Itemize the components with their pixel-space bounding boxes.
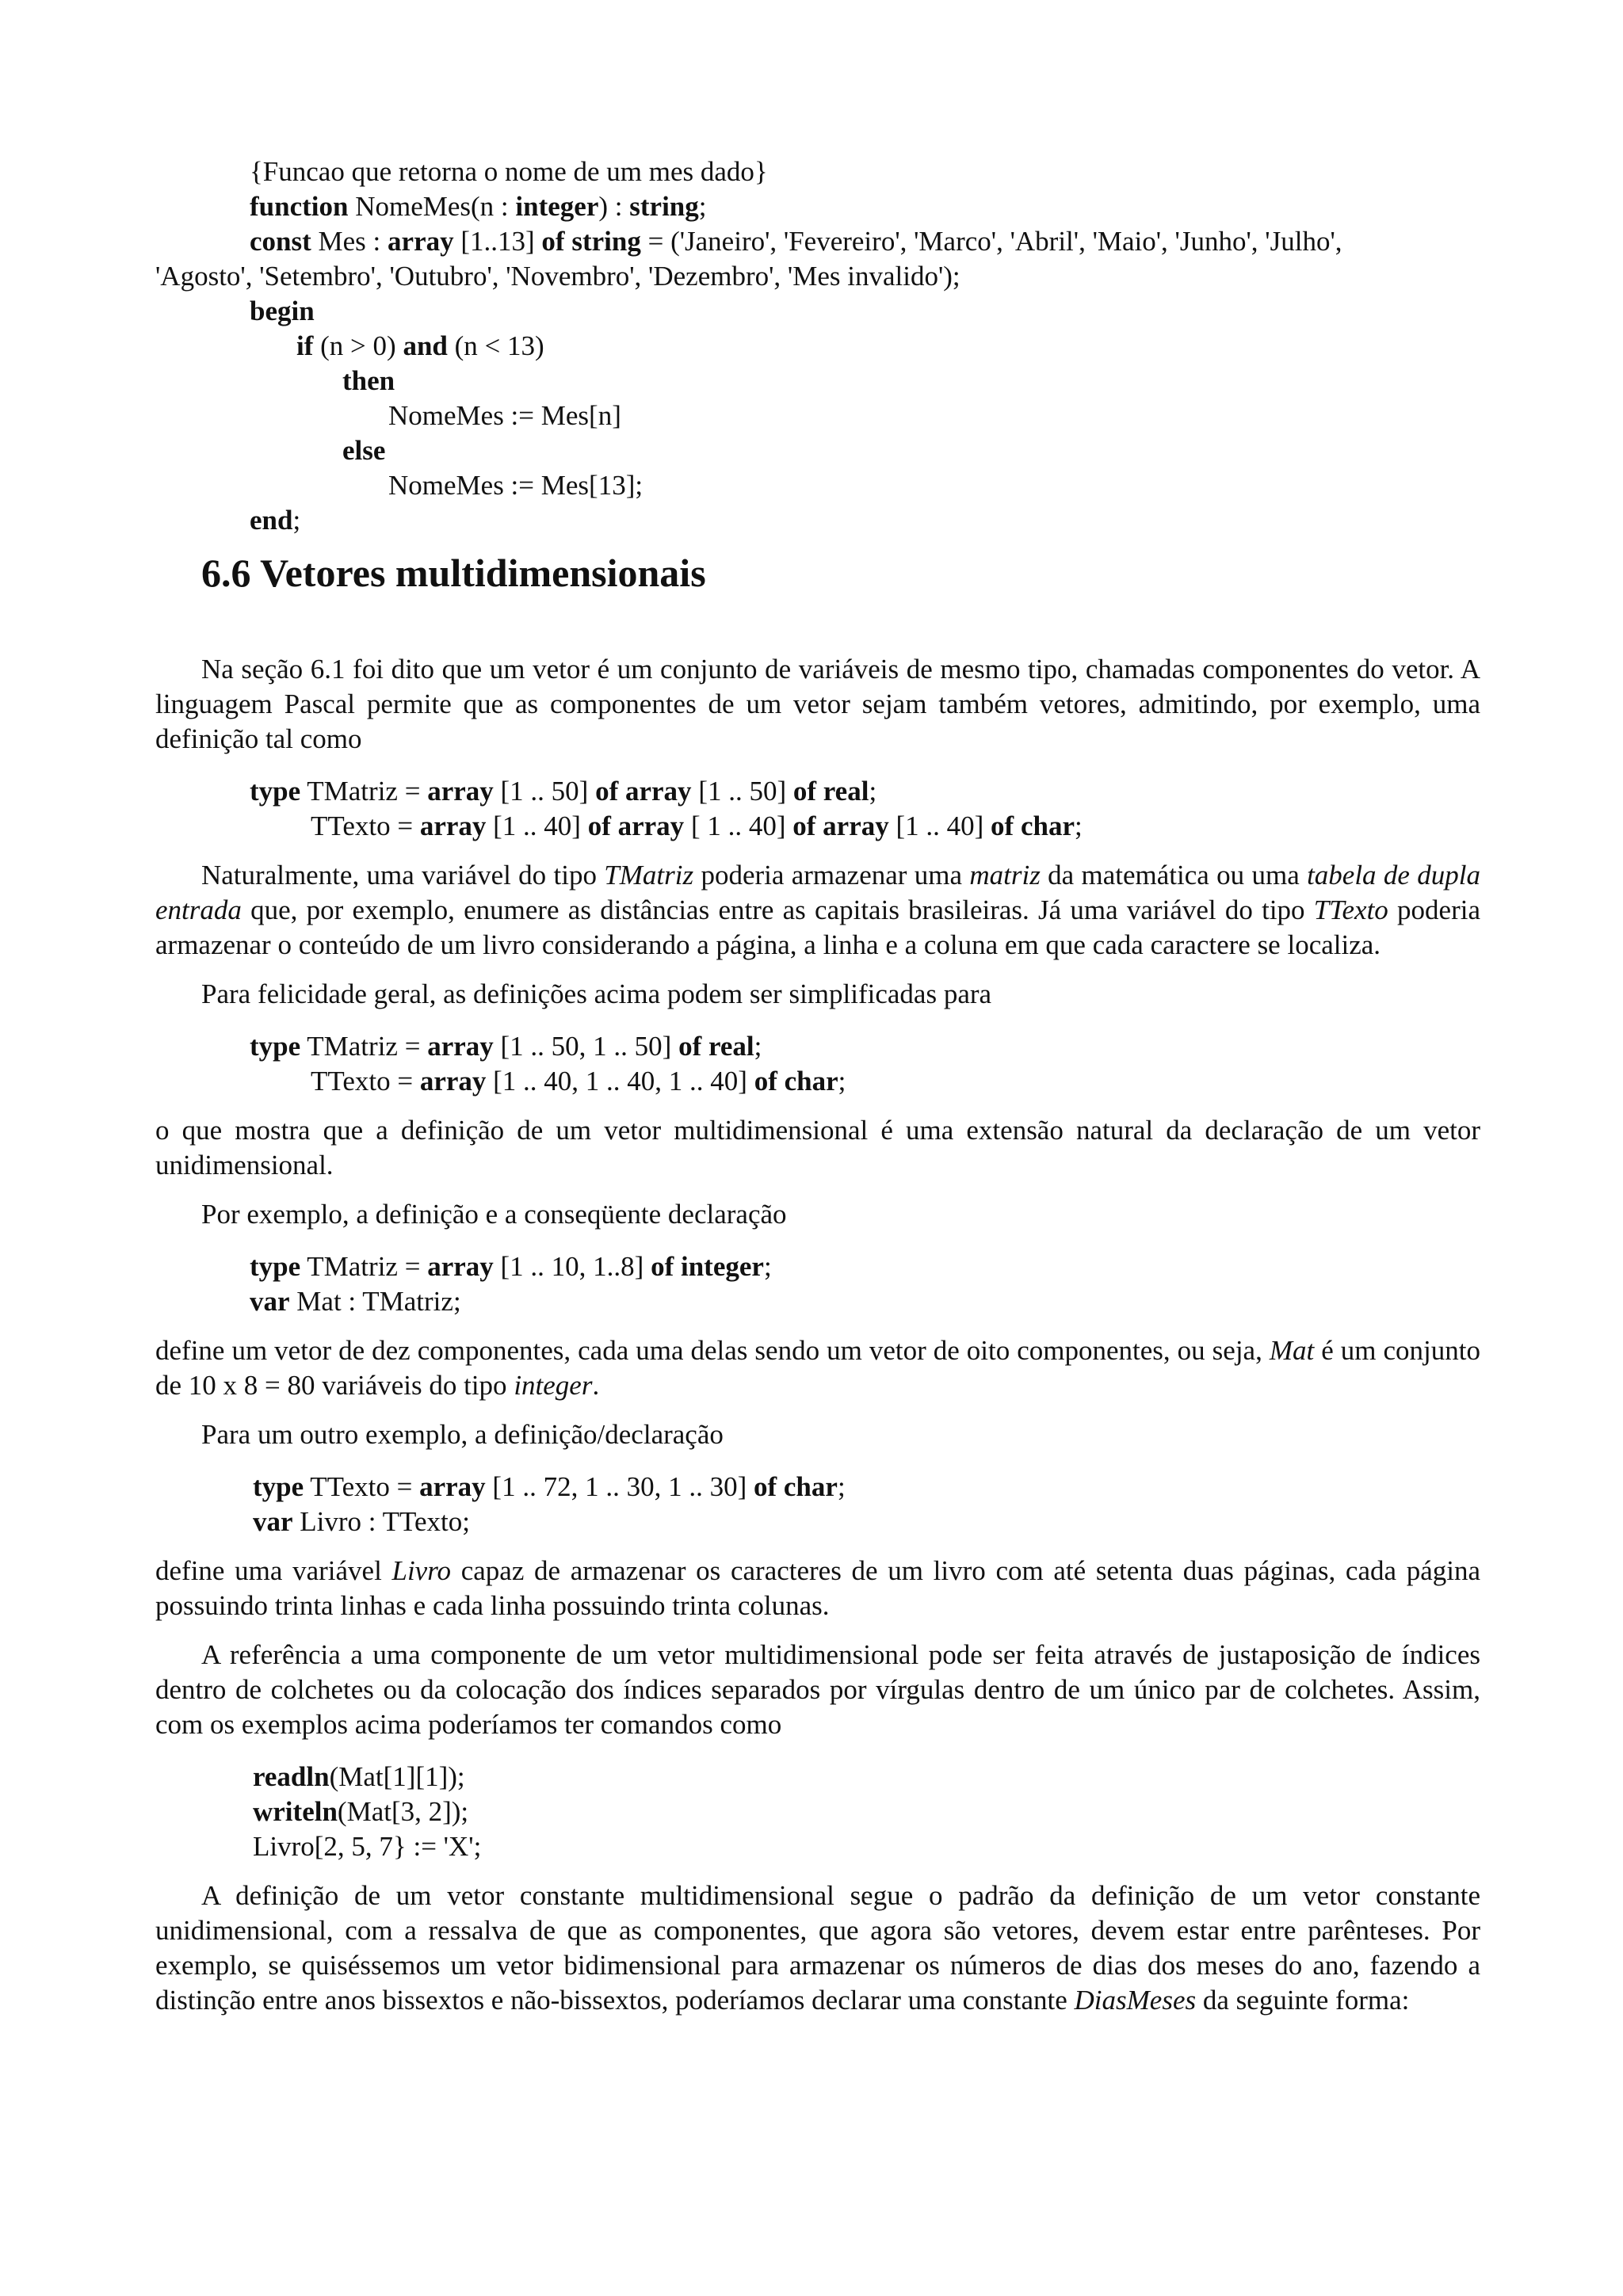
code-function-signature [250,189,1480,224]
code-text: ; [754,1031,762,1062]
paragraph-text: Na seção 6.1 foi dito que um vetor é um conjunto de variáveis de mesmo tipo, chamadas componentes do vetor. A linguagem Pascal permite que as componentes de um vetor sejam também vetores, admitindo, por exemplo, uma definição tal como [155,654,1480,754]
code-type-tmatriz [250,774,1480,809]
paragraph-text: que, por exemplo, enumere as distâncias entre as capitais brasileiras. Já uma variável do tipo [241,894,1314,925]
code-readln [253,1760,1480,1794]
code-text: TTexto = [311,810,420,841]
keyword-else: else [342,435,386,466]
paragraph-extensao: o que mostra que a definição de um vetor multidimensional é uma extensão natural da declaração de um vetor unidimensional. [155,1115,1480,1180]
paragraph-intro [155,652,1480,757]
code-writeln [253,1794,1480,1829]
code-livro-assign: Livro[2, 5, 7} := 'X'; [253,1831,482,1862]
code-text: ; [763,1251,772,1282]
paragraph-text: da seguinte forma: [1196,1985,1410,2016]
code-text: [1 .. 50] [493,776,596,807]
code-text: ; [838,1066,846,1097]
paragraph-por-exemplo [155,1197,1480,1232]
paragraph-text: A definição de um vetor constante multidimensional segue o padrão da definição de um vetor constante unidimensional, com a ressalva de que as componentes, que agora são vetores, devem estar entre parênteses. Por exemplo, se quiséssemos um vetor bidimensional para armazenar os números de dias dos meses do ano, fazendo a distinção entre anos bissextos e não-bissextos, poderíamos declarar uma constante [155,1880,1480,2016]
italic-term: Livro [391,1555,452,1586]
paragraph-text: A referência a uma componente de um vetor multidimensional pode ser feita através de justaposição de índices dentro de colchetes ou da colocação dos índices separados por vírgulas dentro de um único par de colchetes. Assim, com os exemplos acima poderíamos ter comandos como [155,1639,1480,1740]
paragraph-define-mat [155,1333,1480,1403]
paragraph-text: Naturalmente, uma variável do tipo [201,860,605,891]
code-text: (n < 13) [447,330,544,361]
code-text: ) : [598,191,630,222]
paragraph-naturalmente [155,858,1480,963]
code-block-mat [155,1249,1480,1319]
code-text: ; [869,776,877,807]
code-else-statement: NomeMes := Mes[13]; [388,470,643,501]
code-text: NomeMes(n : [348,191,516,222]
keyword-type: type [250,1251,301,1282]
code-text: ; [837,1471,846,1502]
paragraph-text: Para um outro exemplo, a definição/declaração [201,1419,724,1450]
keyword-of-char: of char [753,1471,838,1502]
code-const-continuation: 'Agosto', 'Setembro', 'Outubro', 'Novembro', 'Dezembro', 'Mes invalido'); [155,261,960,292]
keyword-writeln: writeln [253,1796,338,1827]
keyword-of-real: of real [678,1031,754,1062]
paragraph-text: é um conjunto de 10 x 8 = 80 variáveis do tipo [155,1335,1480,1401]
paragraph-felicidade [155,977,1480,1012]
italic-term: matriz [969,860,1041,891]
code-text: [1 .. 72, 1 .. 30, 1 .. 30] [485,1471,754,1502]
paragraph-referencia [155,1638,1480,1742]
paragraph-outro-exemplo [155,1417,1480,1452]
code-text: Mes : [311,226,388,257]
keyword-array: array [419,1066,487,1097]
code-type-tmatriz [250,1029,1480,1064]
keyword-and: and [403,330,448,361]
code-else [342,433,1480,468]
code-text: TTexto = [311,1066,420,1097]
paragraph-vetor-constante [155,1878,1480,2018]
code-text: Livro : TTexto; [292,1506,470,1537]
code-text: [ 1 .. 40] [684,810,793,841]
keyword-integer: integer [515,191,599,222]
keyword-string: string [629,191,699,222]
keyword-array: array [388,226,454,257]
code-text: [1 .. 40] [888,810,991,841]
code-const-declaration [250,224,1480,259]
code-text: (Mat[1][1]); [329,1761,465,1792]
keyword-if: if [296,330,314,361]
code-text: [1 .. 40, 1 .. 40, 1 .. 40] [486,1066,754,1097]
code-text: ; [698,191,707,222]
code-end [250,503,1480,538]
italic-term: DiasMeses [1074,1985,1197,2016]
keyword-type: type [250,776,301,807]
code-text: (Mat[3, 2]); [337,1796,469,1827]
code-text: ; [292,505,301,536]
code-text: (n > 0) [313,330,403,361]
code-then [342,364,1480,399]
code-type-ttexto [311,1064,1480,1099]
keyword-then: then [342,365,395,396]
paragraph-text: . [592,1370,600,1401]
code-text: [1 .. 50, 1 .. 50] [493,1031,679,1062]
keyword-var: var [250,1286,290,1317]
code-text: = ('Janeiro', 'Fevereiro', 'Marco', 'Abril', 'Maio', 'Junho', 'Julho', [640,226,1342,257]
keyword-of-array: of array [792,810,889,841]
keyword-array: array [427,1251,494,1282]
code-block-livro [155,1470,1480,1539]
code-block-type-simplified [155,1029,1480,1099]
code-var-mat [250,1284,1480,1319]
code-text: TMatriz = [300,1251,428,1282]
italic-term: TMatriz [604,860,694,891]
paragraph-text: Para felicidade geral, as definições acima podem ser simplificadas para [201,978,992,1009]
keyword-end: end [250,505,293,536]
paragraph-text: poderia armazenar o conteúdo de um livro considerando a página, a linha e a coluna em que cada caractere se localiza. [155,894,1481,960]
paragraph-text: da matemática ou uma [1040,860,1308,891]
code-block-nomemes [155,154,1480,538]
keyword-of-real: of real [792,776,869,807]
paragraph-text: poderia armazenar uma [693,860,970,891]
keyword-of-string: of string [541,226,641,257]
keyword-of-char: of char [754,1066,838,1097]
italic-term: TTexto [1313,894,1388,925]
code-comment: {Funcao que retorna o nome de um mes dado} [250,156,768,187]
keyword-of-integer: of integer [651,1251,764,1282]
italic-term: Mat [1269,1335,1315,1366]
code-type-ttexto [253,1470,1480,1505]
paragraph-text: capaz de armazenar os caracteres de um livro com até setenta duas páginas, cada página possuindo trinta linhas e cada linha possuindo trinta colunas. [155,1555,1481,1621]
code-text: [1 .. 50] [691,776,793,807]
code-block-type-nested [155,774,1480,844]
code-block-comandos [155,1760,1480,1864]
code-text: TMatriz = [300,1031,428,1062]
code-text: TMatriz = [300,776,428,807]
code-var-livro [253,1505,1480,1539]
code-text: TTexto = [304,1471,420,1502]
keyword-const: const [250,226,311,257]
code-text: [1 .. 40] [486,810,588,841]
italic-term: integer [514,1370,593,1401]
keyword-of-char: of char [991,810,1075,841]
paragraph-text: Por exemplo, a definição e a conseqüente declaração [201,1199,787,1230]
keyword-var: var [253,1506,293,1537]
keyword-of-array: of array [595,776,692,807]
code-begin [250,294,1480,329]
keyword-array: array [419,810,487,841]
keyword-array: array [419,1471,486,1502]
keyword-type: type [250,1031,301,1062]
code-text: [1 .. 10, 1..8] [493,1251,651,1282]
paragraph-text: define uma variável [155,1555,392,1586]
code-then-statement: NomeMes := Mes[n] [388,400,621,431]
code-text: [1..13] [453,226,542,257]
paragraph-text: define um vetor de dez componentes, cada uma delas sendo um vetor de oito componentes, ou seja, [155,1335,1270,1366]
code-if [296,329,1480,364]
keyword-of-array: of array [587,810,685,841]
keyword-begin: begin [250,296,315,326]
keyword-array: array [427,776,494,807]
code-text: Mat : TMatriz; [289,1286,461,1317]
keyword-readln: readln [253,1761,330,1792]
keyword-array: array [427,1031,494,1062]
code-type-tmatriz [250,1249,1480,1284]
section-heading: 6.6 Vetores multidimensionais [201,551,706,595]
code-type-ttexto [311,809,1480,844]
keyword-function: function [250,191,349,222]
keyword-type: type [253,1471,304,1502]
paragraph-define-livro [155,1554,1480,1623]
italic-term: tabela de dupla entrada [155,860,1480,925]
code-text: ; [1075,810,1083,841]
